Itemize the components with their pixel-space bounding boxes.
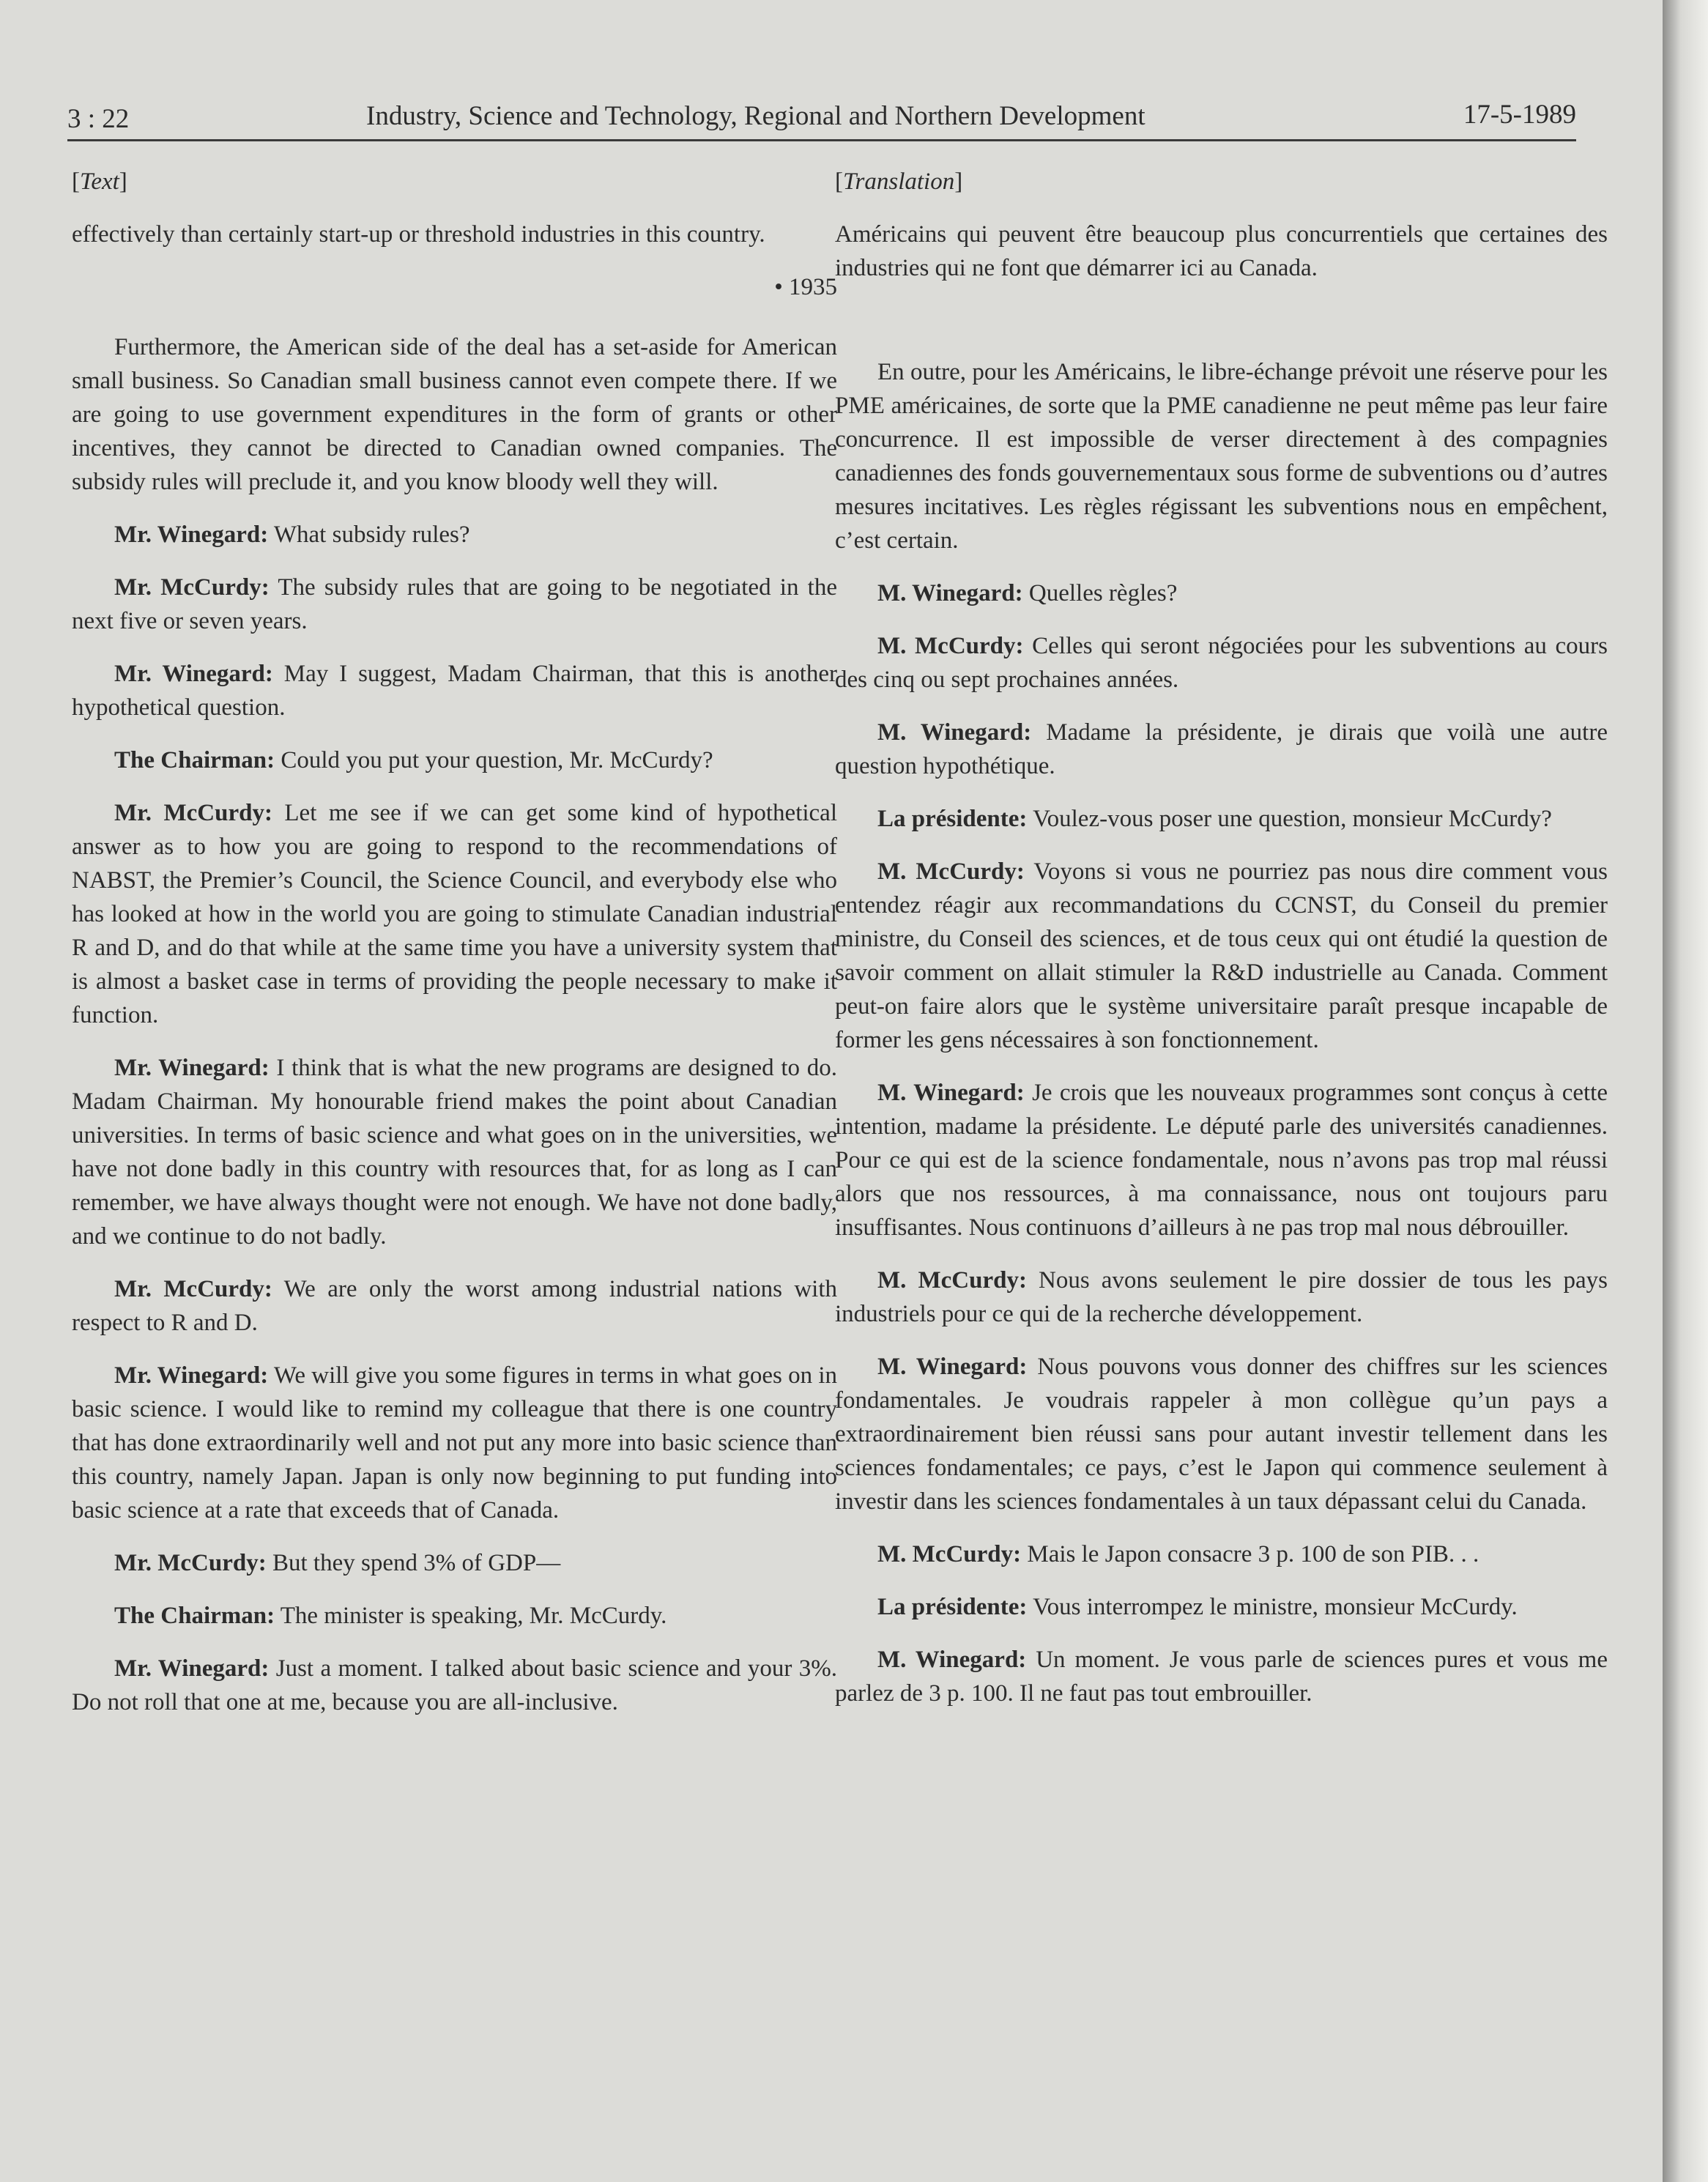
column-label: [Translation]	[835, 168, 963, 195]
speaker: M. McCurdy:	[877, 1541, 1022, 1567]
speaker: Mr. Winegard:	[114, 661, 273, 687]
paragraph: En outre, pour les Américains, le libre-échange prévoit une réserve pour les PME américaines, de sorte que la PME canadienne ne peut même pas leur faire concurrence. Il est impossible de verser directement à des compagnies canadiennes des fonds gouvernementaux sous forme de subventions ou d’autres mesures incitatives. Les règles régissant les subventions nous en empêchent, c’est certain.	[835, 359, 1608, 554]
speech: Mr. Winegard: Just a moment. I talked about basic science and your 3%. Do not roll that one at me, because you are all-inclusive.	[72, 1655, 838, 1715]
page-edge	[1663, 0, 1708, 2182]
running-header	[67, 95, 1576, 141]
speaker: Mr. McCurdy:	[114, 1550, 267, 1576]
speaker: Mr. McCurdy:	[114, 800, 272, 826]
speech: The Chairman: The minister is speaking, Mr. McCurdy.	[114, 1603, 667, 1629]
speaker: The Chairman:	[114, 747, 275, 773]
speech: Mr. Winegard: What subsidy rules?	[114, 522, 470, 548]
speaker: Mr. McCurdy:	[114, 1276, 272, 1302]
english-column	[72, 165, 837, 1738]
time-stamp: • 1935	[774, 274, 837, 300]
speaker: Mr. Winegard:	[114, 1362, 269, 1389]
speech: Mr. Winegard: I think that is what the new programs are designed to do. Madam Chairman. My honourable friend makes the point about Canadian universities. In terms of basic science and what goes on in the universities, we have not done badly in this country with resources that, for as long as I can remember, we have always thought were not enough. We have not done badly, and we continue to do not badly.	[72, 1055, 838, 1250]
speaker: M. McCurdy:	[877, 633, 1024, 659]
french-column	[835, 165, 1608, 1729]
speaker: The Chairman:	[114, 1603, 275, 1629]
paragraph: Furthermore, the American side of the deal has a set-aside for American small business. So Canadian small business cannot even compete there. If we are going to use government expenditures in the form of grants or other incentives, they cannot be directed to Canadian owned companies. The subsidy rules will preclude it, and you know bloody well they will.	[72, 334, 837, 495]
speaker: La présidente:	[877, 1594, 1028, 1620]
speaker: M. Winegard:	[877, 580, 1023, 606]
speaker: Mr. McCurdy:	[114, 574, 270, 601]
speech: The Chairman: Could you put your question, Mr. McCurdy?	[114, 747, 713, 773]
speech: M. McCurdy: Nous avons seulement le pire dossier de tous les pays industriels pour ce qui de la recherche développement.	[835, 1267, 1608, 1327]
speech: Mr. McCurdy: But they spend 3% of GDP—	[114, 1550, 561, 1576]
speech: Mr. McCurdy: We are only the worst among industrial nations with respect to R and D.	[72, 1276, 837, 1336]
speech: M. McCurdy: Mais le Japon consacre 3 p. 100 de son PIB. . .	[877, 1541, 1479, 1567]
speech: M. McCurdy: Celles qui seront négociées pour les subventions au cours des cinq ou sept prochaines années.	[835, 633, 1608, 693]
speech: La présidente: Voulez-vous poser une question, monsieur McCurdy?	[877, 806, 1552, 832]
speech: Mr. Winegard: We will give you some figures in terms in what goes on in basic science. I would like to remind my colleague that there is one country that has done extraordinarily well and not put any more into basic science than this country, namely Japan. Japan is only now beginning to put funding into basic science at a rate that exceeds that of Canada.	[72, 1362, 838, 1524]
paragraph: Américains qui peuvent être beaucoup plus concurrentiels que certaines des industries qui ne font que démarrer ici au Canada.	[835, 221, 1608, 281]
speaker: M. Winegard:	[877, 1647, 1027, 1673]
paragraph: effectively than certainly start-up or threshold industries in this country.	[72, 221, 765, 248]
speaker: Mr. Winegard:	[114, 522, 269, 548]
speech: M. Winegard: Un moment. Je vous parle de sciences pures et vous me parlez de 3 p. 100. Il ne faut pas tout embrouiller.	[835, 1647, 1608, 1707]
speech: M. McCurdy: Voyons si vous ne pourriez pas nous dire comment vous entendez réagir aux recommandations du CCNST, du Conseil du premier ministre, du Conseil des sciences, et de tous ceux qui ont étudié la question de savoir comment on allait stimuler la R&D industrielle au Canada. Comment peut-on faire alors que le système universitaire paraît presque incapable de former les gens nécessaires à son fonctionnement.	[835, 858, 1608, 1053]
speech: Mr. McCurdy: The subsidy rules that are going to be negotiated in the next five or seven years.	[72, 574, 837, 634]
speaker: M. McCurdy:	[877, 858, 1025, 885]
speech: M. Winegard: Madame la présidente, je dirais que voilà une autre question hypothétique.	[835, 719, 1608, 779]
speech: La présidente: Vous interrompez le ministre, monsieur McCurdy.	[877, 1594, 1518, 1620]
speech: M. Winegard: Nous pouvons vous donner des chiffres sur les sciences fondamentales. Je voudrais rappeler à mon collègue qu’un pays a extraordinairement bien réussi sans pour autant investir tellement dans les sciences fondamentales; ce pays, c’est le Japon qui commence seulement à investir dans les sciences fondamentales à un taux dépassant celui du Canada.	[835, 1354, 1608, 1515]
speaker: M. Winegard:	[877, 1080, 1025, 1106]
speech: Mr. Winegard: May I suggest, Madam Chairman, that this is another hypothetical question.	[72, 661, 838, 721]
committee-title: Industry, Science and Technology, Regional and Northern Development	[366, 101, 1146, 131]
page-number: 3 : 22	[67, 104, 130, 134]
speaker: La présidente:	[877, 806, 1028, 832]
header-date: 17-5-1989	[1463, 100, 1576, 130]
column-label: [Text]	[72, 168, 127, 195]
speech: Mr. McCurdy: Let me see if we can get some kind of hypothetical answer as to how you are going to respond to the recommendations of NABST, the Premier’s Council, the Science Council, and everybody else who has looked at how in the world you are going to stimulate Canadian industrial R and D, and do that while at the same time you have a university system that is almost a basket case in terms of providing the people necessary to make it function.	[72, 800, 837, 1028]
speaker: M. Winegard:	[877, 719, 1032, 746]
speech: M. Winegard: Je crois que les nouveaux programmes sont conçus à cette intention, madame la présidente. Le député parle des universités canadiennes. Pour ce qui est de la science fondamentale, nous n’avons pas trop mal réussi alors que nos ressources, à ma connaissance, nous ont toujours paru insuffisantes. Nous continuons d’ailleurs à ne pas trop mal nous débrouiller.	[835, 1080, 1608, 1241]
speaker: Mr. Winegard:	[114, 1055, 270, 1081]
speaker: M. McCurdy:	[877, 1267, 1027, 1294]
speaker: M. Winegard:	[877, 1354, 1028, 1380]
speech: M. Winegard: Quelles règles?	[877, 580, 1178, 606]
speaker: Mr. Winegard:	[114, 1655, 270, 1682]
